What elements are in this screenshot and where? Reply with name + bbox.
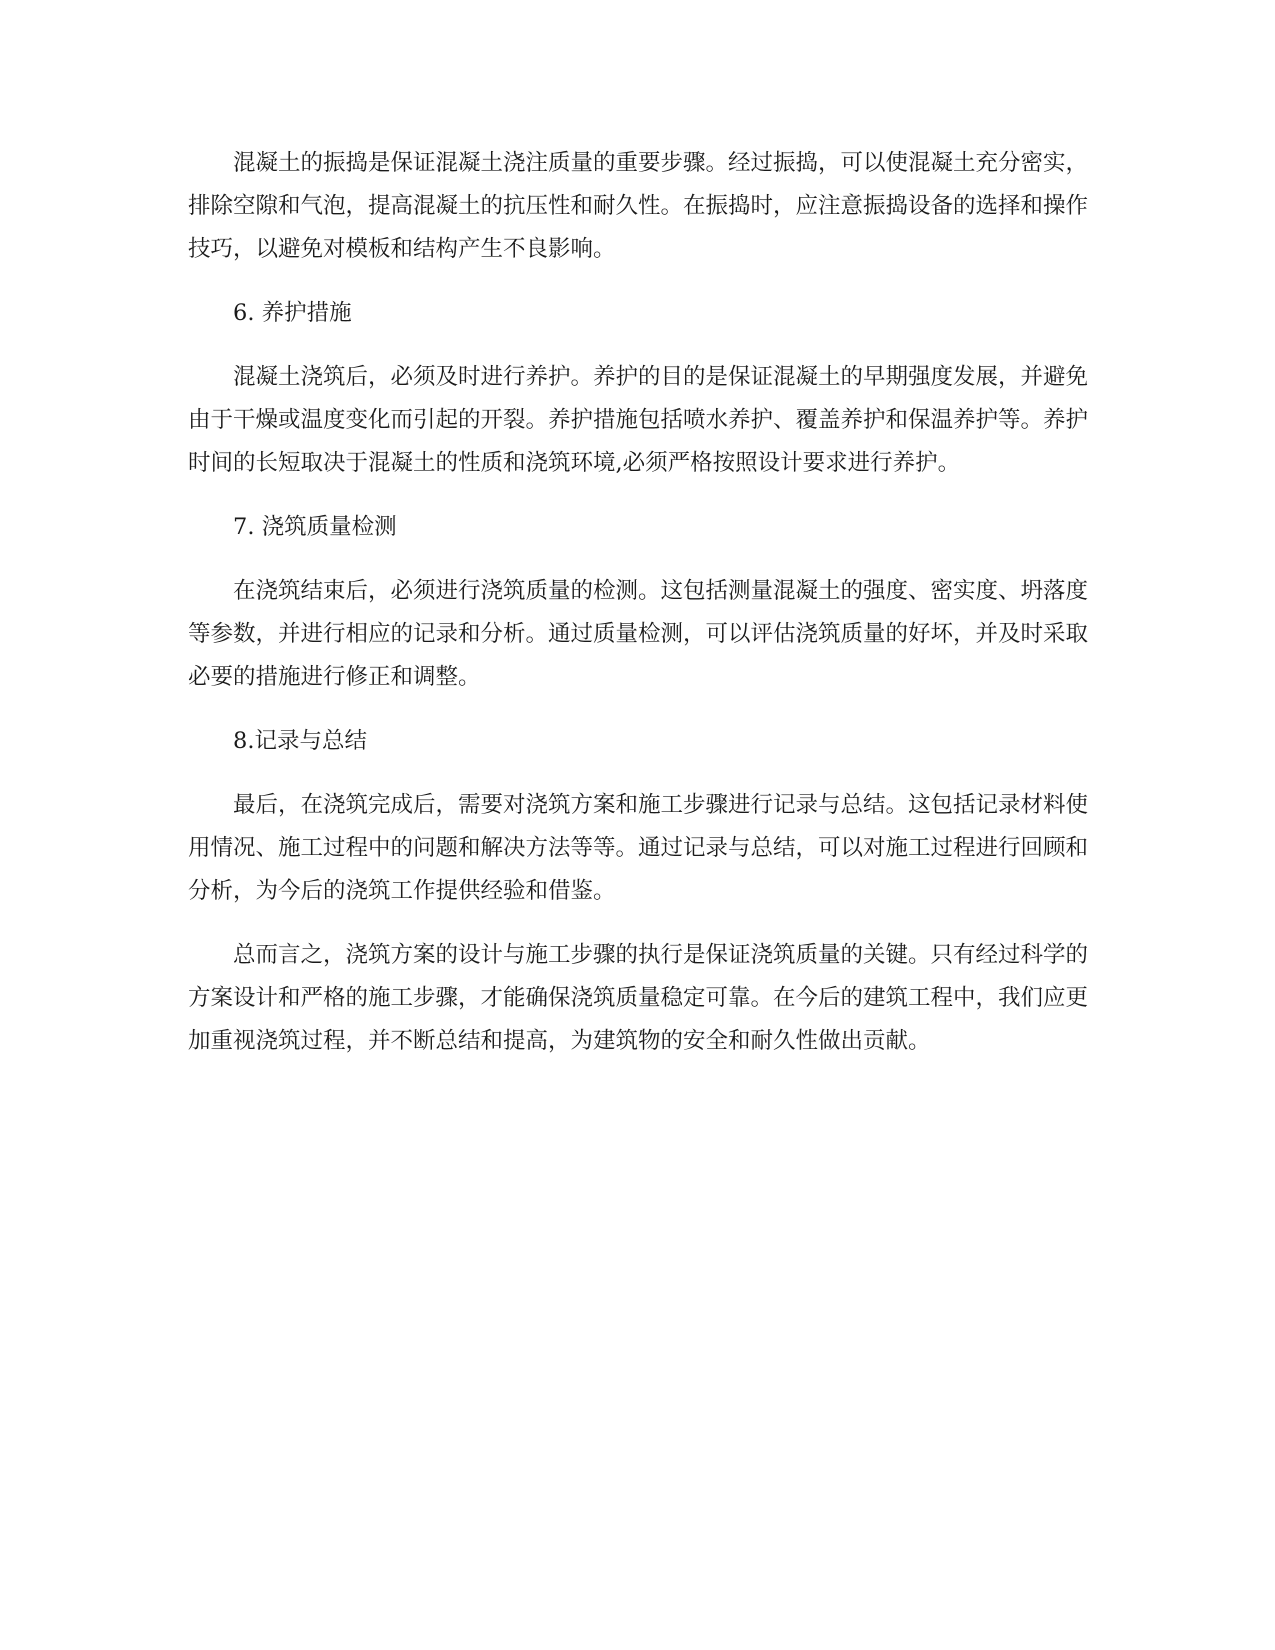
paragraph-record-summary: 最后，在浇筑完成后，需要对浇筑方案和施工步骤进行记录与总结。这包括记录材料使用情况、施工过程中的问题和解决方法等等。通过记录与总结，可以对施工过程进行回顾和分析，为今后的浇筑工作提供经验和借鉴。	[188, 792, 1089, 904]
section-heading-record-summary: 8.记录与总结	[233, 728, 367, 754]
paragraph-conclusion: 总而言之，浇筑方案的设计与施工步骤的执行是保证浇筑质量的关键。只有经过科学的方案设计和严格的施工步骤，才能确保浇筑质量稳定可靠。在今后的建筑工程中，我们应更加重视浇筑过程，并不断总结和提高，为建筑物的安全和耐久性做出贡献。	[188, 942, 1089, 1054]
document-body	[188, 142, 1088, 1084]
paragraph-vibration: 混凝土的振捣是保证混凝土浇注质量的重要步骤。经过振捣，可以使混凝土充分密实，排除空隙和气泡，提高混凝土的抗压性和耐久性。在振捣时，应注意振捣设备的选择和操作技巧，以避免对模板和结构产生不良影响。	[188, 150, 1089, 262]
section-heading-quality-inspection: 7. 浇筑质量检测	[233, 514, 397, 540]
paragraph-quality-inspection: 在浇筑结束后，必须进行浇筑质量的检测。这包括测量混凝土的强度、密实度、坍落度等参数，并进行相应的记录和分析。通过质量检测，可以评估浇筑质量的好坏，并及时采取必要的措施进行修正和调整。	[188, 578, 1089, 690]
paragraph-curing: 混凝土浇筑后，必须及时进行养护。养护的目的是保证混凝土的早期强度发展，并避免由于干燥或温度变化而引起的开裂。养护措施包括喷水养护、覆盖养护和保温养护等。养护时间的长短取决于混凝土的性质和浇筑环境,必须严格按照设计要求进行养护。	[188, 364, 1089, 476]
section-heading-curing: 6. 养护措施	[233, 300, 352, 326]
